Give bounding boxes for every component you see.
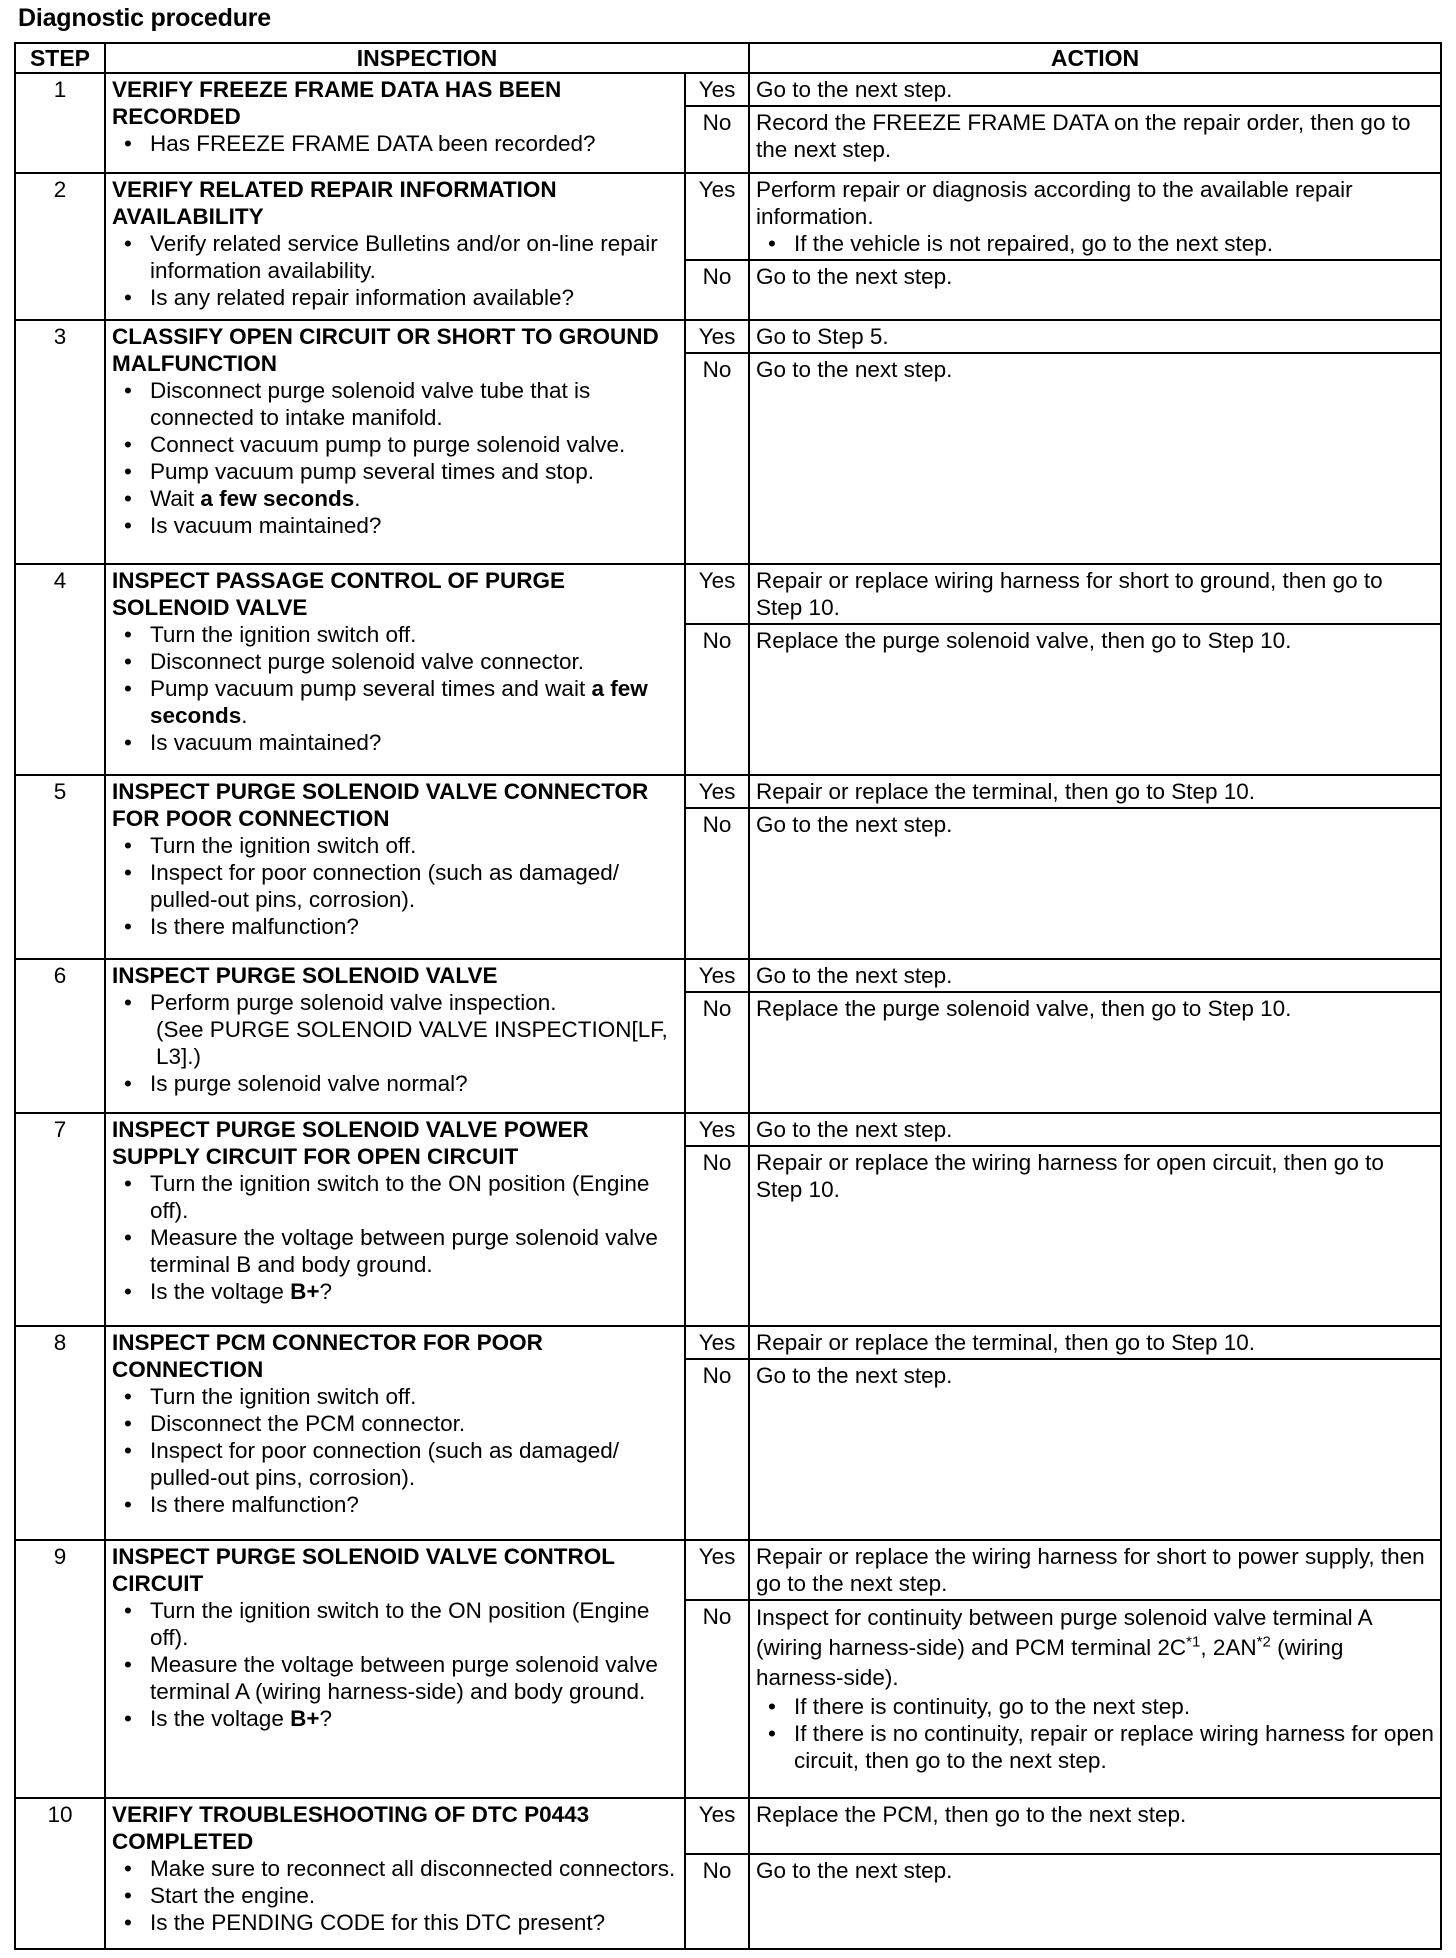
yes-label: Yes xyxy=(685,1798,749,1854)
voltage-text: Is the voltage xyxy=(150,1278,291,1304)
footnote-marker: *1 xyxy=(1186,1633,1201,1651)
bullet-item: • Is vacuum maintained? xyxy=(150,729,678,756)
pump-text: Pump vacuum pump several times and wait xyxy=(150,676,592,702)
bullet-item: • Measure the voltage between purge solenoid valve terminal A (wiring harness-side) and body ground. xyxy=(150,1651,678,1705)
inspection-bullets xyxy=(112,621,678,756)
footnote-marker: *2 xyxy=(1256,1633,1271,1651)
inspection-bullets xyxy=(112,1855,678,1936)
action-bullet: • If there is continuity, go to the next step. xyxy=(794,1693,1434,1720)
bullet-item: • Has FREEZE FRAME DATA been recorded? xyxy=(150,130,678,157)
bullet-item: • Inspect for poor connection (such as damaged/ pulled-out pins, corrosion). xyxy=(150,859,678,913)
no-action-cell xyxy=(749,1600,1441,1798)
inspection-bullets xyxy=(112,1170,678,1305)
inspection-title: INSPECT PURGE SOLENOID VALVE CONTROL CIRCUIT xyxy=(112,1544,615,1597)
wait-text: Wait xyxy=(150,486,201,512)
step-number: 7 xyxy=(15,1113,105,1327)
bullet-item: • Is purge solenoid valve normal? xyxy=(150,1070,678,1097)
action-bullets xyxy=(756,230,1434,257)
diagnostic-table xyxy=(14,42,1442,1950)
inspection-bullets xyxy=(112,377,678,539)
voltage-bold: B+ xyxy=(290,1278,320,1304)
inspection-bullets xyxy=(112,230,678,311)
inspection-cell xyxy=(105,564,685,775)
no-label: No xyxy=(685,992,749,1113)
bullet-item: • Make sure to reconnect all disconnected connectors. xyxy=(150,1855,678,1882)
bullet-item: • Verify related service Bulletins and/or on-line repair information availability. xyxy=(150,230,678,284)
table-row xyxy=(15,1326,1441,1359)
yes-label: Yes xyxy=(685,1113,749,1146)
yes-action: Repair or replace the wiring harness for short to power supply, then go to the next step. xyxy=(749,1540,1441,1600)
inspection-title: INSPECT PURGE SOLENOID VALVE xyxy=(112,962,498,988)
bullet-item: • Measure the voltage between purge solenoid valve terminal B and body ground. xyxy=(150,1224,678,1278)
action-bullet: • If there is no continuity, repair or replace wiring harness for open circuit, then go to the next step. xyxy=(794,1720,1434,1774)
yes-action: Perform repair or diagnosis according to the available repair information. xyxy=(756,177,1353,229)
no-label: No xyxy=(685,353,749,564)
table-row xyxy=(15,320,1441,353)
no-action-text: , 2AN xyxy=(1200,1635,1257,1661)
inspection-cell xyxy=(105,1326,685,1540)
yes-action: Go to the next step. xyxy=(749,959,1441,992)
no-label: No xyxy=(685,106,749,173)
yes-label: Yes xyxy=(685,775,749,808)
yes-action: Go to Step 5. xyxy=(749,320,1441,353)
inspection-cell xyxy=(105,1798,685,1949)
header-inspection: INSPECTION xyxy=(105,43,749,73)
no-action: Replace the purge solenoid valve, then go to Step 10. xyxy=(749,624,1441,775)
inspection-cell xyxy=(105,775,685,959)
inspection-cell xyxy=(105,1113,685,1327)
bullet-text: Perform purge solenoid valve inspection. xyxy=(150,989,557,1015)
yes-label: Yes xyxy=(685,73,749,106)
bullet-item: • Inspect for poor connection (such as damaged/ pulled-out pins, corrosion). xyxy=(150,1437,678,1491)
yes-action: Repair or replace the terminal, then go to Step 10. xyxy=(749,1326,1441,1359)
voltage-end: ? xyxy=(319,1706,332,1732)
yes-label: Yes xyxy=(685,1540,749,1600)
inspection-cell xyxy=(105,320,685,564)
yes-action: Repair or replace wiring harness for short to ground, then go to Step 10. xyxy=(749,564,1441,624)
inspection-cell xyxy=(105,1540,685,1798)
inspection-bullets xyxy=(112,989,678,1097)
no-action: Go to the next step. xyxy=(749,808,1441,959)
step-number: 10 xyxy=(15,1798,105,1949)
bullet-item: • Is there malfunction? xyxy=(150,913,678,940)
no-action: Go to the next step. xyxy=(749,1359,1441,1540)
bullet-item: • Connect vacuum pump to purge solenoid valve. xyxy=(150,431,678,458)
yes-label: Yes xyxy=(685,173,749,260)
header-action: ACTION xyxy=(749,43,1441,73)
bullet-item: • Disconnect purge solenoid valve connector. xyxy=(150,648,678,675)
bullet-item xyxy=(150,485,678,512)
action-bullet: • If the vehicle is not repaired, go to the next step. xyxy=(794,230,1434,257)
yes-action-cell xyxy=(749,173,1441,260)
inspection-cell xyxy=(105,73,685,173)
bullet-item: • Disconnect the PCM connector. xyxy=(150,1410,678,1437)
bullet-item: • Start the engine. xyxy=(150,1882,678,1909)
no-label: No xyxy=(685,1146,749,1327)
no-action: Repair or replace the wiring harness for open circuit, then go to Step 10. xyxy=(749,1146,1441,1327)
no-label: No xyxy=(685,1600,749,1798)
inspection-title: INSPECT PURGE SOLENOID VALVE CONNECTOR FOR POOR CONNECTION xyxy=(112,779,649,832)
bullet-item: • Is the PENDING CODE for this DTC present? xyxy=(150,1909,678,1936)
yes-action: Go to the next step. xyxy=(749,73,1441,106)
inspection-title: VERIFY RELATED REPAIR INFORMATION AVAILABILITY xyxy=(112,177,557,229)
inspection-bullets xyxy=(112,1597,678,1732)
no-label: No xyxy=(685,1359,749,1540)
step-number: 6 xyxy=(15,959,105,1113)
inspection-bullets xyxy=(112,832,678,940)
pump-bold: a few seconds xyxy=(150,676,648,729)
wait-bold: a few seconds xyxy=(200,486,355,512)
no-label: No xyxy=(685,260,749,320)
inspection-title: CLASSIFY OPEN CIRCUIT OR SHORT TO GROUND MALFUNCTION xyxy=(112,324,659,377)
page-title: Diagnostic procedure xyxy=(18,4,271,32)
header-step: STEP xyxy=(15,43,105,73)
yes-label: Yes xyxy=(685,320,749,353)
bullet-item: • Pump vacuum pump several times and stop. xyxy=(150,458,678,485)
table-row xyxy=(15,775,1441,808)
voltage-text: Is the voltage xyxy=(150,1706,291,1732)
bullet-item: • Turn the ignition switch to the ON position (Engine off). xyxy=(150,1597,678,1651)
yes-label: Yes xyxy=(685,959,749,992)
bullet-item xyxy=(150,989,678,1070)
step-number: 2 xyxy=(15,173,105,320)
inspection-title: INSPECT PURGE SOLENOID VALVE POWER SUPPLY CIRCUIT FOR OPEN CIRCUIT xyxy=(112,1116,589,1169)
no-action-text: Inspect for continuity between purge solenoid valve terminal A (wiring harness-side) and PCM terminal 2C xyxy=(756,1605,1372,1661)
bullet-item: • Turn the ignition switch off. xyxy=(150,621,678,648)
bullet-item: • Is vacuum maintained? xyxy=(150,512,678,539)
table-row xyxy=(15,1113,1441,1146)
step-number: 4 xyxy=(15,564,105,775)
bullet-item: • Is any related repair information available? xyxy=(150,284,678,311)
bullet-item: • Turn the ignition switch off. xyxy=(150,832,678,859)
yes-action: Repair or replace the terminal, then go to Step 10. xyxy=(749,775,1441,808)
pump-end: . xyxy=(241,703,248,729)
inspection-cell xyxy=(105,173,685,320)
bullet-item: • Turn the ignition switch to the ON position (Engine off). xyxy=(150,1170,678,1224)
bullet-item xyxy=(150,1705,678,1732)
table-row xyxy=(15,73,1441,106)
voltage-end: ? xyxy=(319,1278,332,1304)
no-action: Go to the next step. xyxy=(749,260,1441,320)
no-label: No xyxy=(685,808,749,959)
see-note: (See PURGE SOLENOID VALVE INSPECTION[LF, L3].) xyxy=(156,1016,668,1069)
inspection-cell xyxy=(105,959,685,1113)
step-number: 9 xyxy=(15,1540,105,1798)
yes-label: Yes xyxy=(685,1326,749,1359)
inspection-title: VERIFY FREEZE FRAME DATA HAS BEEN RECORDED xyxy=(112,77,562,129)
bullet-item xyxy=(150,1278,678,1305)
no-action: Go to the next step. xyxy=(749,1854,1441,1949)
no-action: Record the FREEZE FRAME DATA on the repair order, then go to the next step. xyxy=(749,106,1441,173)
no-action: Go to the next step. xyxy=(749,353,1441,564)
step-number: 1 xyxy=(15,73,105,173)
inspection-title: INSPECT PASSAGE CONTROL OF PURGE SOLENOID VALVE xyxy=(112,568,565,621)
no-label: No xyxy=(685,624,749,775)
inspection-title: VERIFY TROUBLESHOOTING OF DTC P0443 COMPLETED xyxy=(112,1802,590,1855)
yes-action: Go to the next step. xyxy=(749,1113,1441,1146)
step-number: 5 xyxy=(15,775,105,959)
table-row xyxy=(15,1540,1441,1600)
no-action: Replace the purge solenoid valve, then go to Step 10. xyxy=(749,992,1441,1113)
yes-label: Yes xyxy=(685,564,749,624)
yes-action: Replace the PCM, then go to the next step. xyxy=(749,1798,1441,1854)
wait-end: . xyxy=(354,486,361,512)
no-action xyxy=(756,1603,1434,1693)
table-row xyxy=(15,1798,1441,1854)
voltage-bold: B+ xyxy=(290,1706,320,1732)
table-row xyxy=(15,564,1441,624)
no-action-text: (wiring harness-side). xyxy=(756,1635,1344,1691)
action-bullets xyxy=(756,1693,1434,1774)
bullet-item: • Disconnect purge solenoid valve tube that is connected to intake manifold. xyxy=(150,377,678,431)
bullet-item xyxy=(150,675,678,729)
inspection-bullets xyxy=(112,130,678,157)
inspection-title: INSPECT PCM CONNECTOR FOR POOR CONNECTION xyxy=(112,1330,543,1383)
inspection-bullets xyxy=(112,1383,678,1518)
bullet-item: • Turn the ignition switch off. xyxy=(150,1383,678,1410)
table-row xyxy=(15,173,1441,260)
step-number: 3 xyxy=(15,320,105,564)
no-label: No xyxy=(685,1854,749,1949)
table-header-row xyxy=(15,43,1441,73)
step-number: 8 xyxy=(15,1326,105,1540)
table-row xyxy=(15,959,1441,992)
bullet-item: • Is there malfunction? xyxy=(150,1491,678,1518)
